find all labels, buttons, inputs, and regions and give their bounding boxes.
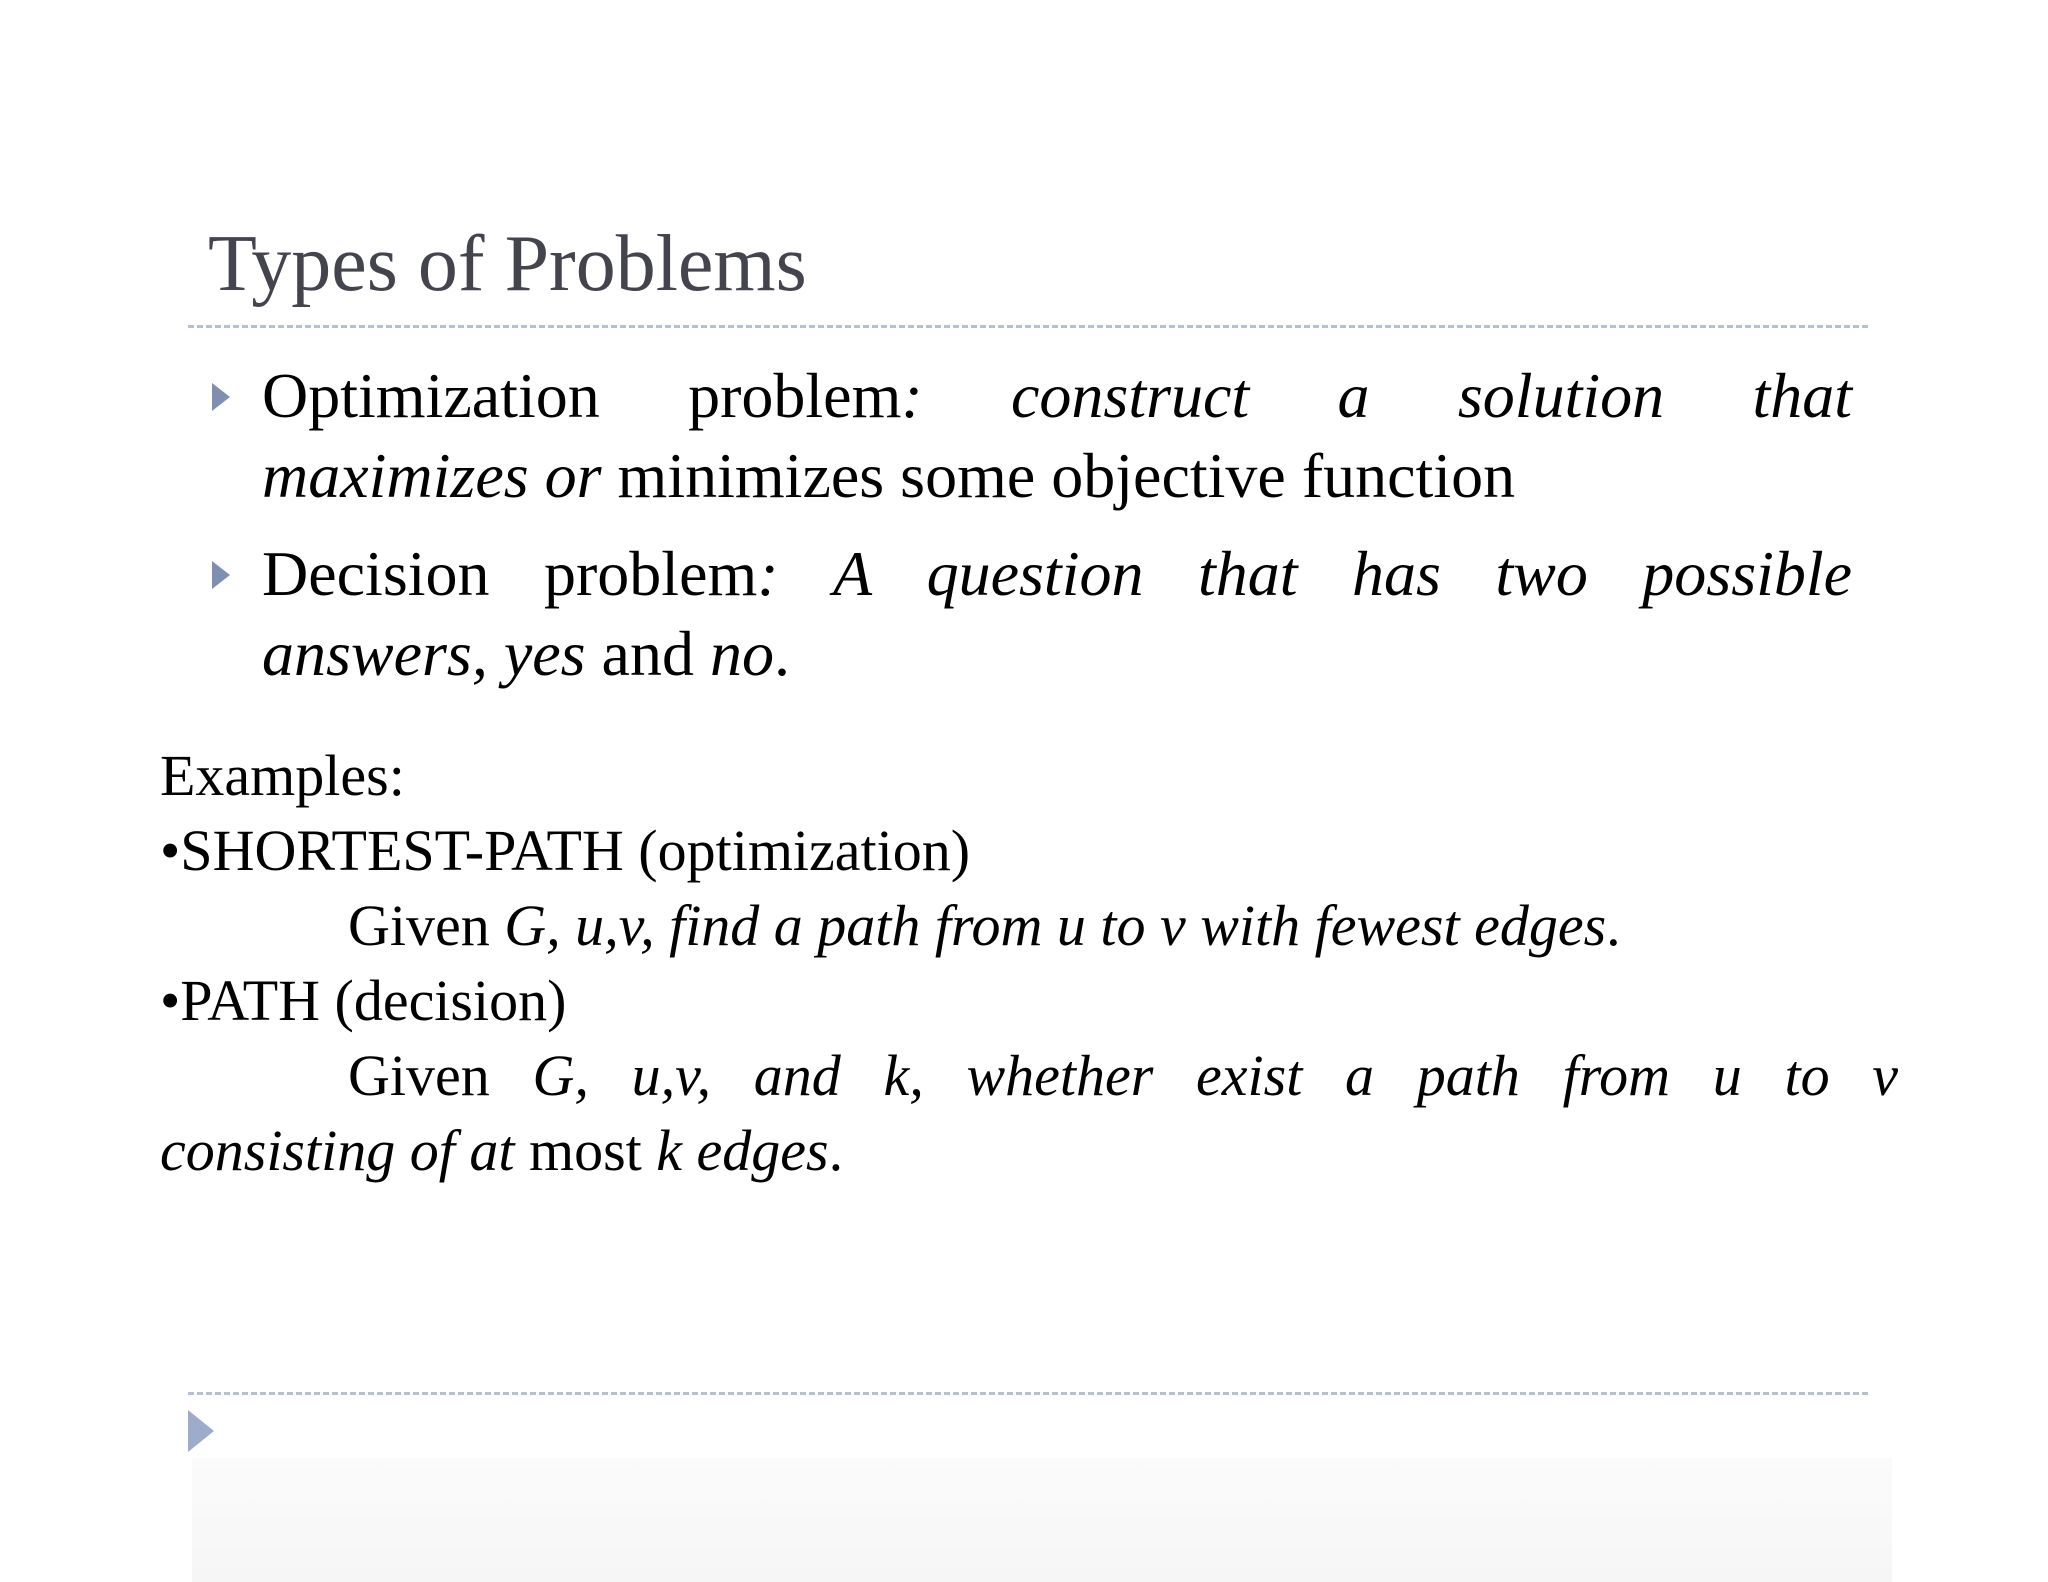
example-desc-path: Given G, u,v, and k, whether exist a path from u to v	[348, 1043, 1899, 1108]
text: and	[753, 1043, 841, 1108]
text: minimizes some objective function	[601, 440, 1516, 511]
example-desc-path-cont: consisting of at most k edges.	[160, 1118, 844, 1183]
title-divider	[188, 325, 1868, 328]
bullet-line	[262, 436, 1852, 516]
example-label-shortest-path: •SHORTEST-PATH (optimization)	[160, 818, 971, 883]
text: a	[1337, 360, 1370, 431]
text: and	[585, 618, 710, 689]
text: problem:	[543, 538, 779, 609]
bullet-arrow-icon	[212, 383, 230, 411]
text: two	[1495, 538, 1588, 609]
footer-divider	[188, 1392, 1868, 1395]
text: a	[1345, 1043, 1375, 1108]
text: solution	[1457, 360, 1665, 431]
text: no	[709, 618, 774, 689]
text: v	[1872, 1043, 1899, 1108]
example-label-path: •PATH (decision)	[160, 968, 567, 1033]
text: u,v,	[631, 1043, 712, 1108]
text: possible	[1642, 538, 1853, 609]
text: u	[1712, 1043, 1742, 1108]
text: Optimization	[262, 360, 600, 431]
text: path	[1416, 1043, 1520, 1108]
text: to	[1784, 1043, 1830, 1108]
bullet-line	[262, 534, 1852, 614]
bullet-arrow-icon	[212, 561, 230, 589]
text: G,	[532, 1043, 589, 1108]
text: answers, yes	[262, 618, 586, 689]
text: from	[1562, 1043, 1671, 1108]
text: A	[833, 538, 873, 609]
footer-arrow-icon	[188, 1410, 214, 1452]
text: whether	[966, 1043, 1154, 1108]
bullet-optimization	[262, 356, 1852, 516]
text: exist	[1196, 1043, 1303, 1108]
examples-block	[160, 738, 1898, 1188]
text: that	[1752, 360, 1853, 431]
text: .	[773, 618, 790, 689]
text: k,	[883, 1043, 924, 1108]
examples-heading: Examples:	[160, 743, 405, 808]
footer-shade	[192, 1458, 1892, 1582]
text: maximizes or	[262, 440, 602, 511]
text: has	[1351, 538, 1441, 609]
text: Decision	[262, 538, 490, 609]
example-desc-shortest-path: Given G, u,v, find a path from u to v with fewest edges.	[348, 893, 1621, 958]
bullet-decision	[262, 534, 1852, 694]
bullet-line	[262, 356, 1852, 436]
text: that	[1197, 538, 1298, 609]
text: construct	[1011, 360, 1250, 431]
text: question	[926, 538, 1144, 609]
bullet-line	[262, 614, 1852, 694]
text: problem:	[688, 360, 923, 431]
slide-title: Types of Problems	[208, 220, 807, 308]
